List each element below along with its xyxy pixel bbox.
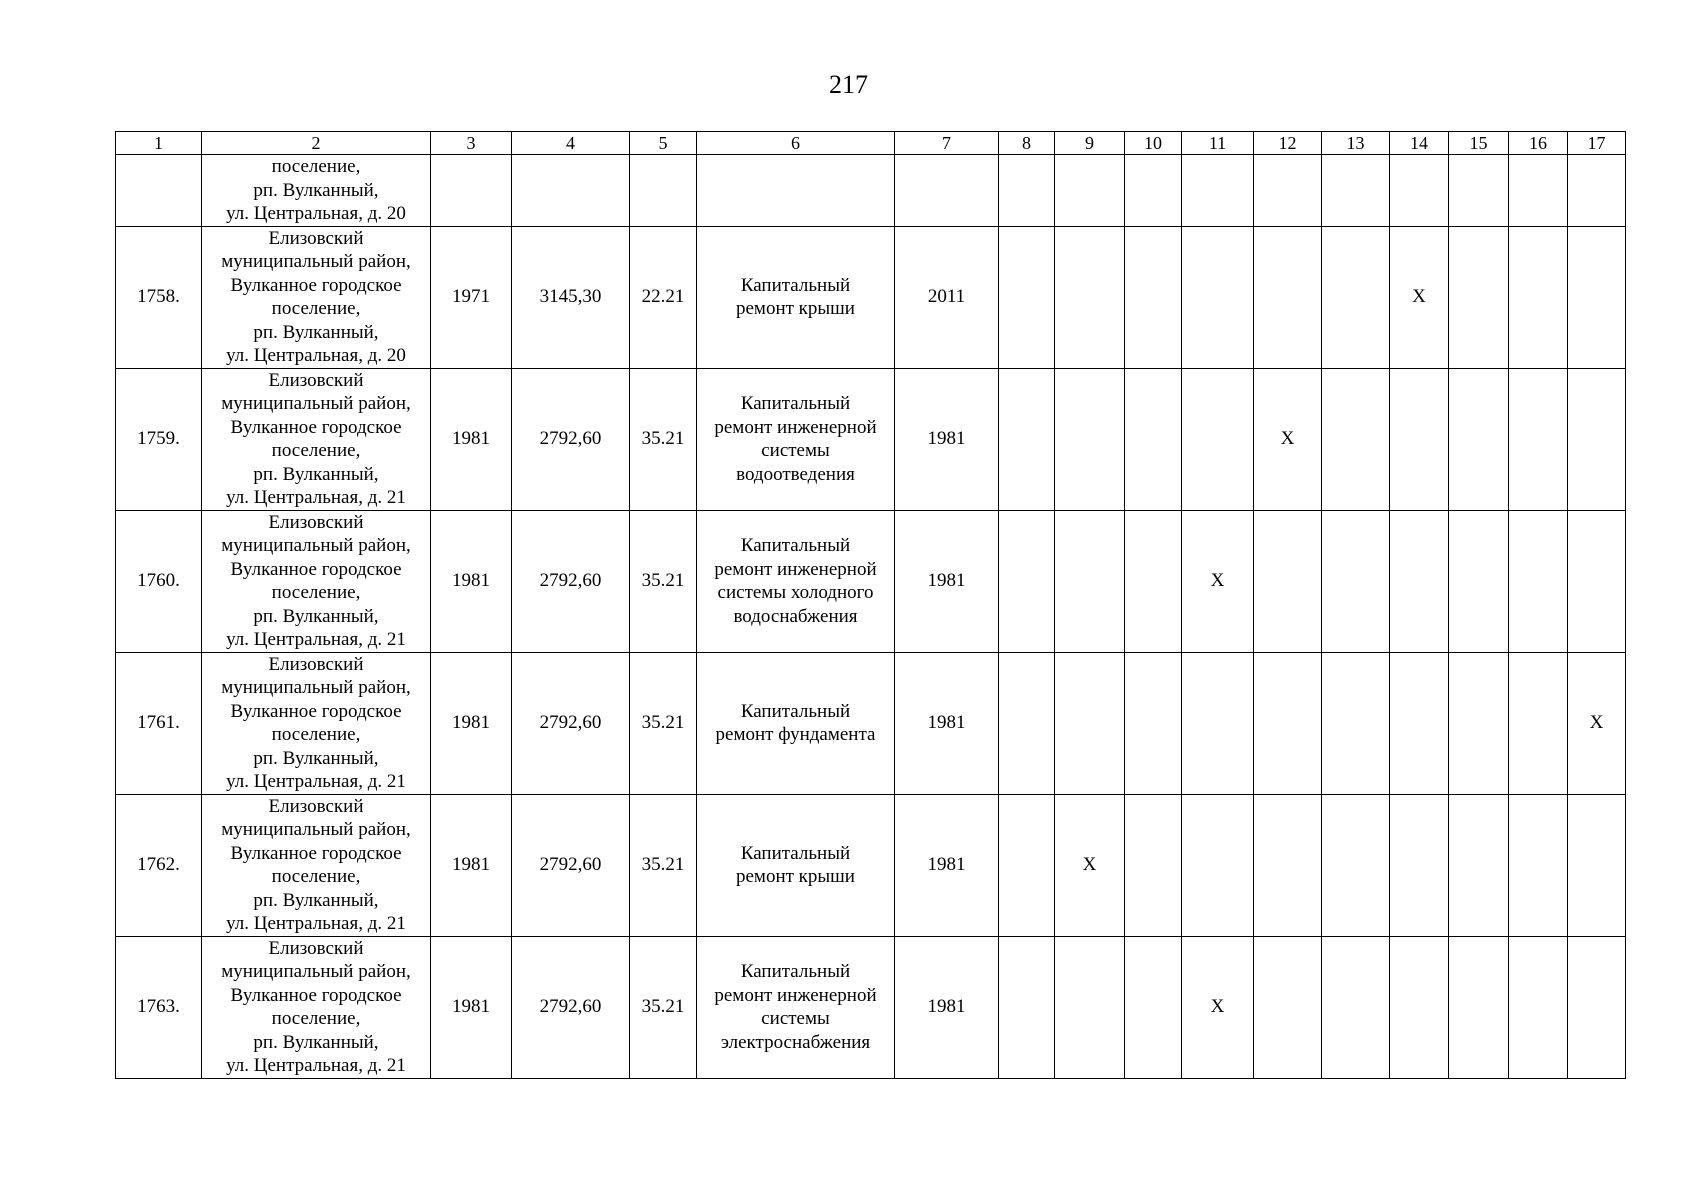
address-line: муниципальный район, bbox=[221, 961, 411, 982]
address-line: ул. Центральная, д. 21 bbox=[226, 629, 406, 650]
address-line: Елизовский bbox=[268, 511, 364, 533]
empty-cell-col-14 bbox=[1390, 652, 1449, 794]
empty-cell-col-9 bbox=[1055, 510, 1125, 652]
empty-cell-col-8 bbox=[999, 936, 1055, 1078]
code-cell: 22.21 bbox=[630, 226, 697, 368]
build-year-cell bbox=[431, 155, 512, 227]
mark-cell-col-14: Х bbox=[1390, 226, 1449, 368]
build-year-cell: 1981 bbox=[431, 510, 512, 652]
build-year-cell: 1971 bbox=[431, 226, 512, 368]
empty-cell-col-16 bbox=[1509, 652, 1568, 794]
column-number-header: 14 bbox=[1390, 132, 1449, 155]
build-year-cell: 1981 bbox=[431, 936, 512, 1078]
work-type-line: электроснабжения bbox=[720, 1031, 871, 1053]
address-line: рп. Вулканный, bbox=[253, 605, 379, 627]
column-number-header: 11 bbox=[1182, 132, 1254, 155]
empty-cell-col-15 bbox=[1449, 226, 1509, 368]
row-number-cell: 1760. bbox=[116, 510, 202, 652]
column-number-header: 1 bbox=[116, 132, 202, 155]
area-cell: 2792,60 bbox=[512, 936, 630, 1078]
column-number-header: 4 bbox=[512, 132, 630, 155]
work-type-cell bbox=[697, 226, 895, 368]
empty-cell-col-9 bbox=[1055, 652, 1125, 794]
code-cell: 35.21 bbox=[630, 936, 697, 1078]
table-row bbox=[116, 510, 1626, 652]
empty-cell-col-16 bbox=[1509, 794, 1568, 936]
column-number-header: 9 bbox=[1055, 132, 1125, 155]
empty-cell-col-10 bbox=[1125, 368, 1182, 510]
code-cell bbox=[630, 155, 697, 227]
area-cell: 2792,60 bbox=[512, 652, 630, 794]
empty-cell-col-14 bbox=[1390, 510, 1449, 652]
work-type-line: водоснабжения bbox=[733, 605, 858, 627]
empty-cell-col-11 bbox=[1182, 155, 1254, 227]
column-number-header: 12 bbox=[1254, 132, 1322, 155]
empty-cell-col-17 bbox=[1568, 368, 1626, 510]
work-type-line: ремонт крыши bbox=[736, 298, 855, 319]
row-number-cell: 1761. bbox=[116, 652, 202, 794]
address-line: Елизовский bbox=[268, 937, 364, 959]
code-cell: 35.21 bbox=[630, 368, 697, 510]
address-cell bbox=[202, 652, 431, 794]
address-line: муниципальный район, bbox=[221, 819, 411, 840]
empty-cell-col-13 bbox=[1322, 155, 1390, 227]
empty-cell-col-12 bbox=[1254, 652, 1322, 794]
address-line: ул. Центральная, д. 21 bbox=[226, 913, 406, 934]
empty-cell-col-10 bbox=[1125, 936, 1182, 1078]
mark-cell-col-12: Х bbox=[1254, 368, 1322, 510]
table-row bbox=[116, 155, 1626, 227]
empty-cell-col-13 bbox=[1322, 794, 1390, 936]
empty-cell-col-8 bbox=[999, 794, 1055, 936]
empty-cell-col-17 bbox=[1568, 155, 1626, 227]
empty-cell-col-10 bbox=[1125, 652, 1182, 794]
column-number-header-row bbox=[116, 132, 1626, 155]
build-year-cell: 1981 bbox=[431, 368, 512, 510]
empty-cell-col-9 bbox=[1055, 368, 1125, 510]
empty-cell-col-16 bbox=[1509, 510, 1568, 652]
empty-cell-col-9 bbox=[1055, 226, 1125, 368]
empty-cell-col-15 bbox=[1449, 510, 1509, 652]
area-cell bbox=[512, 155, 630, 227]
empty-cell-col-14 bbox=[1390, 155, 1449, 227]
empty-cell-col-16 bbox=[1509, 226, 1568, 368]
address-line: ул. Центральная, д. 20 bbox=[226, 345, 406, 366]
address-cell bbox=[202, 155, 431, 227]
area-cell: 2792,60 bbox=[512, 510, 630, 652]
work-type-line: ремонт инженерной bbox=[714, 984, 877, 1006]
address-line: поселение, bbox=[271, 1008, 361, 1029]
empty-cell-col-12 bbox=[1254, 794, 1322, 936]
repair-year-cell: 2011 bbox=[895, 226, 999, 368]
column-number-header: 13 bbox=[1322, 132, 1390, 155]
work-type-line: ремонт фундамента bbox=[715, 724, 876, 745]
empty-cell-col-14 bbox=[1390, 936, 1449, 1078]
column-number-header: 10 bbox=[1125, 132, 1182, 155]
address-line: поселение, bbox=[271, 724, 361, 745]
column-number-header: 5 bbox=[630, 132, 697, 155]
empty-cell-col-13 bbox=[1322, 226, 1390, 368]
empty-cell-col-15 bbox=[1449, 368, 1509, 510]
empty-cell-col-16 bbox=[1509, 936, 1568, 1078]
empty-cell-col-17 bbox=[1568, 936, 1626, 1078]
column-number-header: 17 bbox=[1568, 132, 1626, 155]
empty-cell-col-8 bbox=[999, 226, 1055, 368]
empty-cell-col-9 bbox=[1055, 155, 1125, 227]
empty-cell-col-15 bbox=[1449, 652, 1509, 794]
table-body bbox=[116, 155, 1626, 1079]
work-type-cell bbox=[697, 368, 895, 510]
address-line: Елизовский bbox=[268, 653, 364, 675]
work-type-cell bbox=[697, 936, 895, 1078]
column-number-header: 16 bbox=[1509, 132, 1568, 155]
table-row bbox=[116, 226, 1626, 368]
address-line: Елизовский bbox=[268, 369, 364, 391]
address-line: рп. Вулканный, bbox=[253, 463, 379, 485]
area-cell: 2792,60 bbox=[512, 368, 630, 510]
table-row bbox=[116, 652, 1626, 794]
empty-cell-col-15 bbox=[1449, 794, 1509, 936]
empty-cell-col-11 bbox=[1182, 226, 1254, 368]
column-number-header: 8 bbox=[999, 132, 1055, 155]
code-cell: 35.21 bbox=[630, 510, 697, 652]
address-line: рп. Вулканный, bbox=[253, 179, 379, 201]
address-line: ул. Центральная, д. 21 bbox=[226, 1055, 406, 1076]
empty-cell-col-11 bbox=[1182, 652, 1254, 794]
table-row bbox=[116, 368, 1626, 510]
address-cell bbox=[202, 226, 431, 368]
address-cell bbox=[202, 368, 431, 510]
repair-register-table bbox=[115, 131, 1626, 1079]
address-line: ул. Центральная, д. 21 bbox=[226, 487, 406, 508]
address-line: Вулканное городское bbox=[230, 700, 402, 722]
address-line: муниципальный район, bbox=[221, 251, 411, 272]
page-number: 217 bbox=[829, 70, 868, 99]
address-line: муниципальный район, bbox=[221, 535, 411, 556]
address-line: Вулканное городское bbox=[230, 416, 402, 438]
empty-cell-col-16 bbox=[1509, 155, 1568, 227]
address-line: Вулканное городское bbox=[230, 842, 402, 864]
repair-year-cell bbox=[895, 155, 999, 227]
empty-cell-col-9 bbox=[1055, 936, 1125, 1078]
empty-cell-col-13 bbox=[1322, 652, 1390, 794]
empty-cell-col-17 bbox=[1568, 510, 1626, 652]
repair-year-cell: 1981 bbox=[895, 368, 999, 510]
table-row bbox=[116, 794, 1626, 936]
empty-cell-col-15 bbox=[1449, 936, 1509, 1078]
empty-cell-col-14 bbox=[1390, 368, 1449, 510]
empty-cell-col-10 bbox=[1125, 510, 1182, 652]
area-cell: 2792,60 bbox=[512, 794, 630, 936]
work-type-cell bbox=[697, 155, 895, 227]
build-year-cell: 1981 bbox=[431, 794, 512, 936]
column-number-header: 6 bbox=[697, 132, 895, 155]
address-line: поселение, bbox=[271, 156, 361, 177]
address-line: Елизовский bbox=[268, 227, 364, 249]
address-line: рп. Вулканный, bbox=[253, 321, 379, 343]
address-cell bbox=[202, 794, 431, 936]
empty-cell-col-11 bbox=[1182, 368, 1254, 510]
area-cell: 3145,30 bbox=[512, 226, 630, 368]
empty-cell-col-14 bbox=[1390, 794, 1449, 936]
work-type-line: Капитальный bbox=[740, 700, 851, 722]
work-type-line: системы холодного bbox=[717, 582, 874, 603]
mark-cell-col-11: Х bbox=[1182, 510, 1254, 652]
repair-year-cell: 1981 bbox=[895, 652, 999, 794]
address-line: муниципальный район, bbox=[221, 393, 411, 414]
work-type-line: ремонт инженерной bbox=[714, 416, 877, 438]
row-number-cell: 1762. bbox=[116, 794, 202, 936]
address-line: поселение, bbox=[271, 866, 361, 887]
address-line: рп. Вулканный, bbox=[253, 889, 379, 911]
work-type-line: системы bbox=[761, 1008, 830, 1029]
repair-year-cell: 1981 bbox=[895, 510, 999, 652]
column-number-header: 7 bbox=[895, 132, 999, 155]
work-type-line: ремонт инженерной bbox=[714, 558, 877, 580]
empty-cell-col-8 bbox=[999, 368, 1055, 510]
work-type-line: Капитальный bbox=[740, 274, 851, 296]
work-type-line: Капитальный bbox=[740, 393, 851, 414]
address-line: рп. Вулканный, bbox=[253, 747, 379, 769]
address-line: Вулканное городское bbox=[230, 984, 402, 1006]
work-type-cell bbox=[697, 652, 895, 794]
address-line: ул. Центральная, д. 21 bbox=[226, 771, 406, 792]
work-type-cell bbox=[697, 510, 895, 652]
row-number-cell: 1759. bbox=[116, 368, 202, 510]
address-line: поселение, bbox=[271, 440, 361, 461]
empty-cell-col-12 bbox=[1254, 226, 1322, 368]
column-number-header: 3 bbox=[431, 132, 512, 155]
address-line: Елизовский bbox=[268, 795, 364, 817]
address-line: поселение, bbox=[271, 582, 361, 603]
work-type-line: системы bbox=[761, 440, 830, 461]
empty-cell-col-8 bbox=[999, 510, 1055, 652]
address-line: Вулканное городское bbox=[230, 558, 402, 580]
address-line: Вулканное городское bbox=[230, 274, 402, 296]
empty-cell-col-10 bbox=[1125, 155, 1182, 227]
work-type-line: водоотведения bbox=[736, 463, 855, 485]
work-type-line: Капитальный bbox=[740, 842, 851, 864]
row-number-cell bbox=[116, 155, 202, 227]
code-cell: 35.21 bbox=[630, 652, 697, 794]
row-number-cell: 1758. bbox=[116, 226, 202, 368]
address-line: муниципальный район, bbox=[221, 677, 411, 698]
code-cell: 35.21 bbox=[630, 794, 697, 936]
mark-cell-col-9: Х bbox=[1055, 794, 1125, 936]
work-type-line: Капитальный bbox=[740, 535, 851, 556]
work-type-line: Капитальный bbox=[740, 961, 851, 982]
mark-cell-col-17: Х bbox=[1568, 652, 1626, 794]
work-type-cell bbox=[697, 794, 895, 936]
empty-cell-col-12 bbox=[1254, 155, 1322, 227]
repair-year-cell: 1981 bbox=[895, 794, 999, 936]
empty-cell-col-17 bbox=[1568, 226, 1626, 368]
empty-cell-col-16 bbox=[1509, 368, 1568, 510]
address-line: поселение, bbox=[271, 298, 361, 319]
empty-cell-col-8 bbox=[999, 652, 1055, 794]
empty-cell-col-10 bbox=[1125, 794, 1182, 936]
address-cell bbox=[202, 936, 431, 1078]
build-year-cell: 1981 bbox=[431, 652, 512, 794]
table-row bbox=[116, 936, 1626, 1078]
column-number-header: 2 bbox=[202, 132, 431, 155]
address-line: ул. Центральная, д. 20 bbox=[226, 203, 406, 224]
empty-cell-col-12 bbox=[1254, 510, 1322, 652]
empty-cell-col-13 bbox=[1322, 936, 1390, 1078]
empty-cell-col-11 bbox=[1182, 794, 1254, 936]
address-cell bbox=[202, 510, 431, 652]
empty-cell-col-13 bbox=[1322, 368, 1390, 510]
empty-cell-col-13 bbox=[1322, 510, 1390, 652]
empty-cell-col-10 bbox=[1125, 226, 1182, 368]
empty-cell-col-12 bbox=[1254, 936, 1322, 1078]
empty-cell-col-8 bbox=[999, 155, 1055, 227]
row-number-cell: 1763. bbox=[116, 936, 202, 1078]
empty-cell-col-17 bbox=[1568, 794, 1626, 936]
repair-year-cell: 1981 bbox=[895, 936, 999, 1078]
mark-cell-col-11: Х bbox=[1182, 936, 1254, 1078]
column-number-header: 15 bbox=[1449, 132, 1509, 155]
work-type-line: ремонт крыши bbox=[736, 866, 855, 887]
address-line: рп. Вулканный, bbox=[253, 1031, 379, 1053]
empty-cell-col-15 bbox=[1449, 155, 1509, 227]
